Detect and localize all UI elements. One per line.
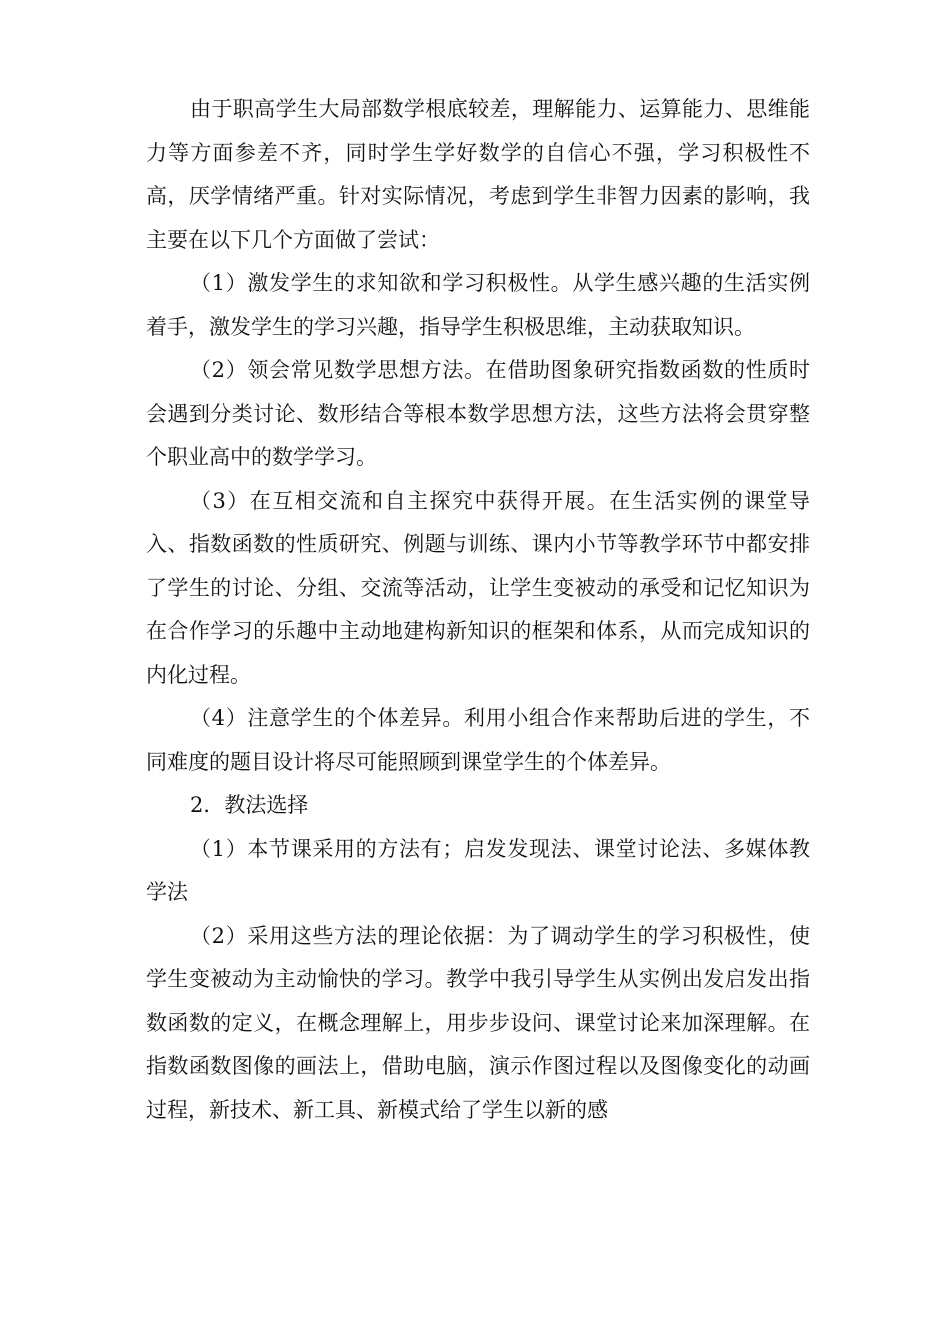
paragraph-item-3: （3）在互相交流和自主探究中获得开展。在生活实例的课堂导入、指数函数的性质研究、例题与训练、课内小节等教学环节中都安排了学生的讨论、分组、交流等活动，让学生变被动的承受和记忆知识为在合作学习的乐趣中主动地建构新知识的框架和体系，从而完成知识的内化过程。	[146, 488, 810, 687]
paragraph-item-1: （1）激发学生的求知欲和学习积极性。从学生感兴趣的生活实例着手，激发学生的学习兴趣，指导学生积极思维，主动获取知识。	[146, 271, 810, 339]
section-heading-method-selection: 2．教法选择	[190, 793, 309, 817]
paragraph-intro: 由于职高学生大局部数学根底较差，理解能力、运算能力、思维能力等方面参差不齐，同时学生学好数学的自信心不强，学习积极性不高，厌学情绪严重。针对实际情况，考虑到学生非智力因素的影响，我主要在以下几个方面做了尝试：	[146, 97, 810, 252]
paragraph-item-2: （2）领会常见数学思想方法。在借助图象研究指数函数的性质时会遇到分类讨论、数形结合等根本数学思想方法，这些方法将会贯穿整个职业高中的数学学习。	[146, 358, 810, 469]
paragraph-method-1: （1）本节课采用的方法有；启发发现法、课堂讨论法、多媒体教学法	[146, 836, 810, 904]
document-body	[146, 88, 810, 1132]
paragraph-item-4: （4）注意学生的个体差异。利用小组合作来帮助后进的学生，不同难度的题目设计将尽可能照顾到课堂学生的个体差异。	[146, 706, 810, 774]
paragraph-method-2: （2）采用这些方法的理论依据：为了调动学生的学习积极性，使学生变被动为主动愉快的学习。教学中我引导学生从实例出发启发出指数函数的定义，在概念理解上，用步步设问、课堂讨论来加深理解。在指数函数图像的画法上，借助电脑，演示作图过程以及图像变化的动画过程，新技术、新工具、新模式给了学生以新的感	[146, 923, 810, 1122]
